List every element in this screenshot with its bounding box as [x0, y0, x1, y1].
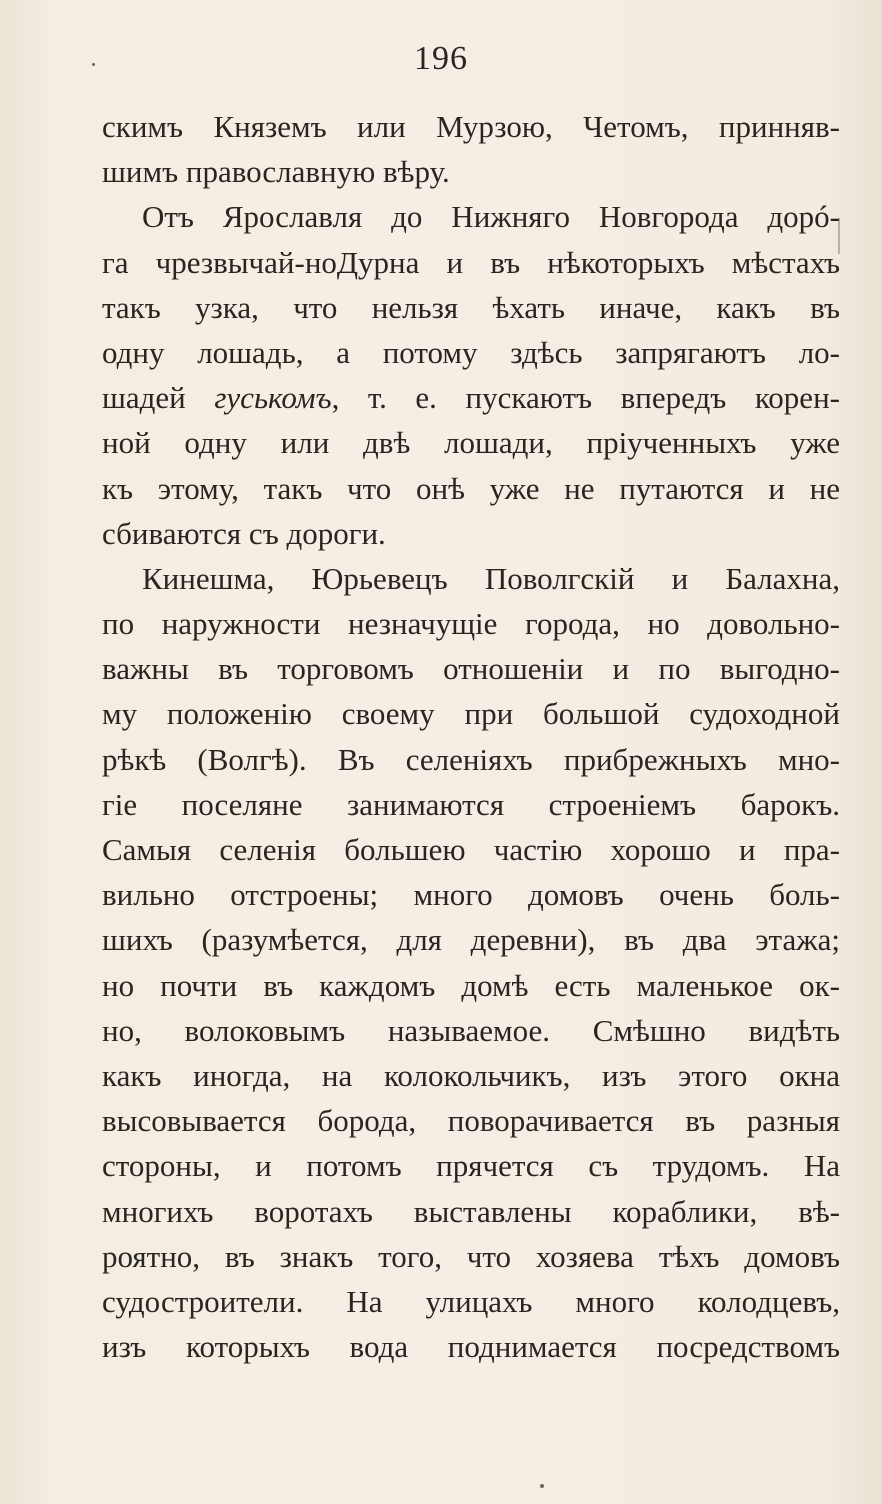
- page-number: 196: [414, 40, 468, 77]
- text-line: га чрезвычай-ноДурна и въ нѣкоторыхъ мѣстахъ: [102, 244, 840, 280]
- text-line: Кинешма, Юрьевецъ Поволгскій и Балахна,: [142, 560, 840, 596]
- text-line: высовывается борода, поворачивается въ разныя: [102, 1103, 840, 1139]
- text-line: ной одну или двѣ лошади, пріученныхъ уже: [102, 425, 840, 461]
- text-line: важны въ торговомъ отношеніи и по выгодно-: [102, 651, 840, 687]
- text-line: сбиваются съ дороги.: [102, 515, 386, 551]
- text-line: по наружности незначущіе города, но довольно-: [102, 606, 840, 642]
- text-line: Самыя селенія большею частію хорошо и пра-: [102, 832, 840, 867]
- text-line: му положенію своему при большой судоходной: [102, 696, 840, 732]
- text-line: стороны, и потомъ прячется съ трудомъ. На: [102, 1148, 840, 1184]
- text-line: роятно, въ знакъ того, что хозяева тѣхъ домовъ: [102, 1238, 840, 1274]
- text-line: рѣкѣ (Волгѣ). Въ селеніяхъ прибрежныхъ мно-: [102, 741, 840, 777]
- text-line: какъ иногда, на колокольчикъ, изъ этого окна: [102, 1057, 840, 1093]
- text-line: шадей гуськомъ, т. е. пускаютъ впередъ корен-: [102, 380, 840, 416]
- body-text: [102, 104, 840, 1369]
- text-line: шихъ (разумѣется, для деревни), въ два этажа;: [102, 922, 840, 958]
- text-line: шимъ православную вѣру.: [102, 154, 450, 190]
- text-line: Отъ Ярославля до Нижняго Новгорода дорó-: [142, 199, 840, 235]
- text-line: но, волоковымъ называемое. Смѣшно видѣть: [102, 1012, 840, 1048]
- text-line: къ этому, такъ что онѣ уже не путаются и не: [102, 470, 840, 506]
- text-line: многихъ воротахъ выставлены кораблики, вѣ-: [102, 1193, 840, 1229]
- text-line: вильно отстроены; много домовъ очень боль-: [102, 877, 840, 913]
- text-line: одну лошадь, а потому здѣсь запрягаютъ ло-: [102, 334, 840, 370]
- text-line: изъ которыхъ вода поднимается посредствомъ: [102, 1329, 840, 1365]
- text-line: такъ узка, что нельзя ѣхать иначе, какъ въ: [102, 289, 840, 325]
- text-line: судостроители. На улицахъ много колодцевъ,: [102, 1283, 840, 1319]
- ink-speck: [540, 1484, 544, 1488]
- text-line: но почти въ каждомъ домѣ есть маленькое ок-: [102, 967, 840, 1003]
- text-line: гіе поселяне занимаются строеніемъ барокъ.: [102, 786, 840, 822]
- text-line: скимъ Княземъ или Мурзою, Четомъ, принняв-: [102, 109, 840, 144]
